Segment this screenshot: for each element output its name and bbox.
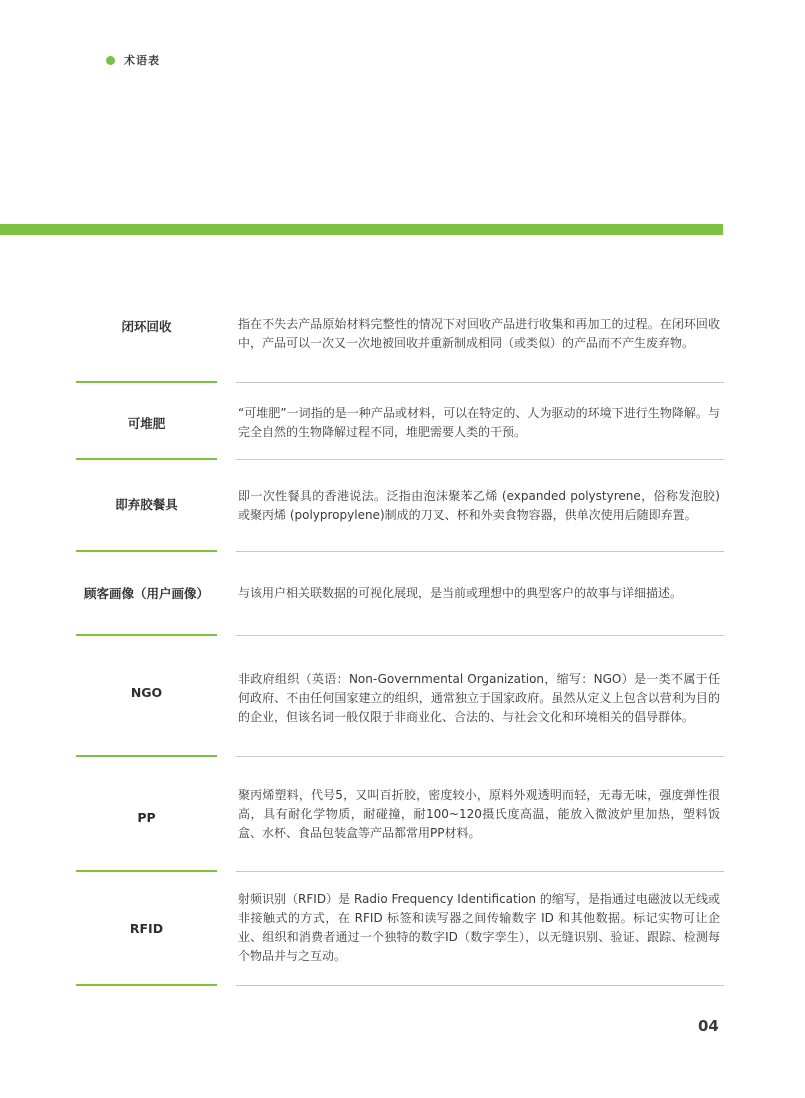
glossary-definition: 聚丙烯塑料，代号5，又叫百折胶，密度较小，原料外观透明而轻，无毒无味，强度弹性很高，具有耐化学物质，耐碰撞，耐100~120摄氏度高温，能放入微波炉里加热，塑料饭盒、水杯、食品包装盒等产品都常用PP材料。 <box>238 787 720 840</box>
definition-divider <box>236 756 724 757</box>
definition-divider <box>236 551 724 552</box>
section-title: 术语表 <box>124 54 160 67</box>
glossary-term: 可堆肥 <box>127 416 166 431</box>
definition-divider <box>236 871 724 872</box>
glossary-term: 顾客画像（用户画像） <box>83 586 209 601</box>
definition-divider <box>236 985 724 986</box>
term-divider <box>76 755 217 757</box>
bullet-dot-icon <box>106 56 115 65</box>
page-number: 04 <box>698 1017 719 1035</box>
term-divider <box>76 381 217 383</box>
glossary-definition: “可堆肥”一词指的是一种产品或材料，可以在特定的、人为驱动的环境下进行生物降解。与完全自然的生物降解过程不同，堆肥需要人类的干预。 <box>238 406 720 439</box>
definition-divider <box>236 635 724 636</box>
glossary-term: NGO <box>130 684 163 700</box>
green-divider-bar <box>0 224 723 235</box>
term-divider <box>76 550 217 552</box>
glossary-definition: 指在不失去产品原始材料完整性的情况下对回收产品进行收集和再加工的过程。在闭环回收中，产品可以一次又一次地被回收并重新制成相同（或类似）的产品而不产生废弃物。 <box>238 316 720 350</box>
definition-divider <box>236 382 724 383</box>
term-divider <box>76 984 217 986</box>
glossary-definition: 与该用户相关联数据的可视化展现，是当前或理想中的典型客户的故事与详细描述。 <box>238 585 683 600</box>
glossary-definition: 射频识别（RFID）是 Radio Frequency Identification 的缩写，是指通过电磁波以无线或非接触式的方式，在 RFID 标签和读写器之间传输数字 ID 和其他数据。标记实物可让企业、组织和消费者通过一个独特的数字ID（数字孪生），以无缝识别、验证、跟踪、检测每个物品并与之互动。 <box>238 892 720 963</box>
section-header <box>106 52 160 68</box>
definition-divider <box>236 459 724 460</box>
glossary-term: PP <box>137 809 156 825</box>
term-divider <box>76 634 217 636</box>
glossary-term: 即弃胶餐具 <box>115 497 178 512</box>
glossary-term: 闭环回收 <box>121 319 172 334</box>
term-divider <box>76 870 217 872</box>
glossary-term: RFID <box>129 920 164 936</box>
term-divider <box>76 458 217 460</box>
glossary-definition: 非政府组织（英语：Non-Governmental Organization，缩写：NGO）是一类不属于任何政府、不由任何国家建立的组织，通常独立于国家政府。虽然从定义上包含以营利为目的的企业，但该名词一般仅限于非商业化、合法的、与社会文化和环境相关的倡导群体。 <box>238 671 720 724</box>
glossary-definition: 即一次性餐具的香港说法。泛指由泡沫聚苯乙烯 (expanded polystyrene，俗称发泡胶)或聚丙烯 (polypropylene)制成的刀叉、杯和外卖食物容器，供单次使用后随即弃置。 <box>238 488 720 522</box>
